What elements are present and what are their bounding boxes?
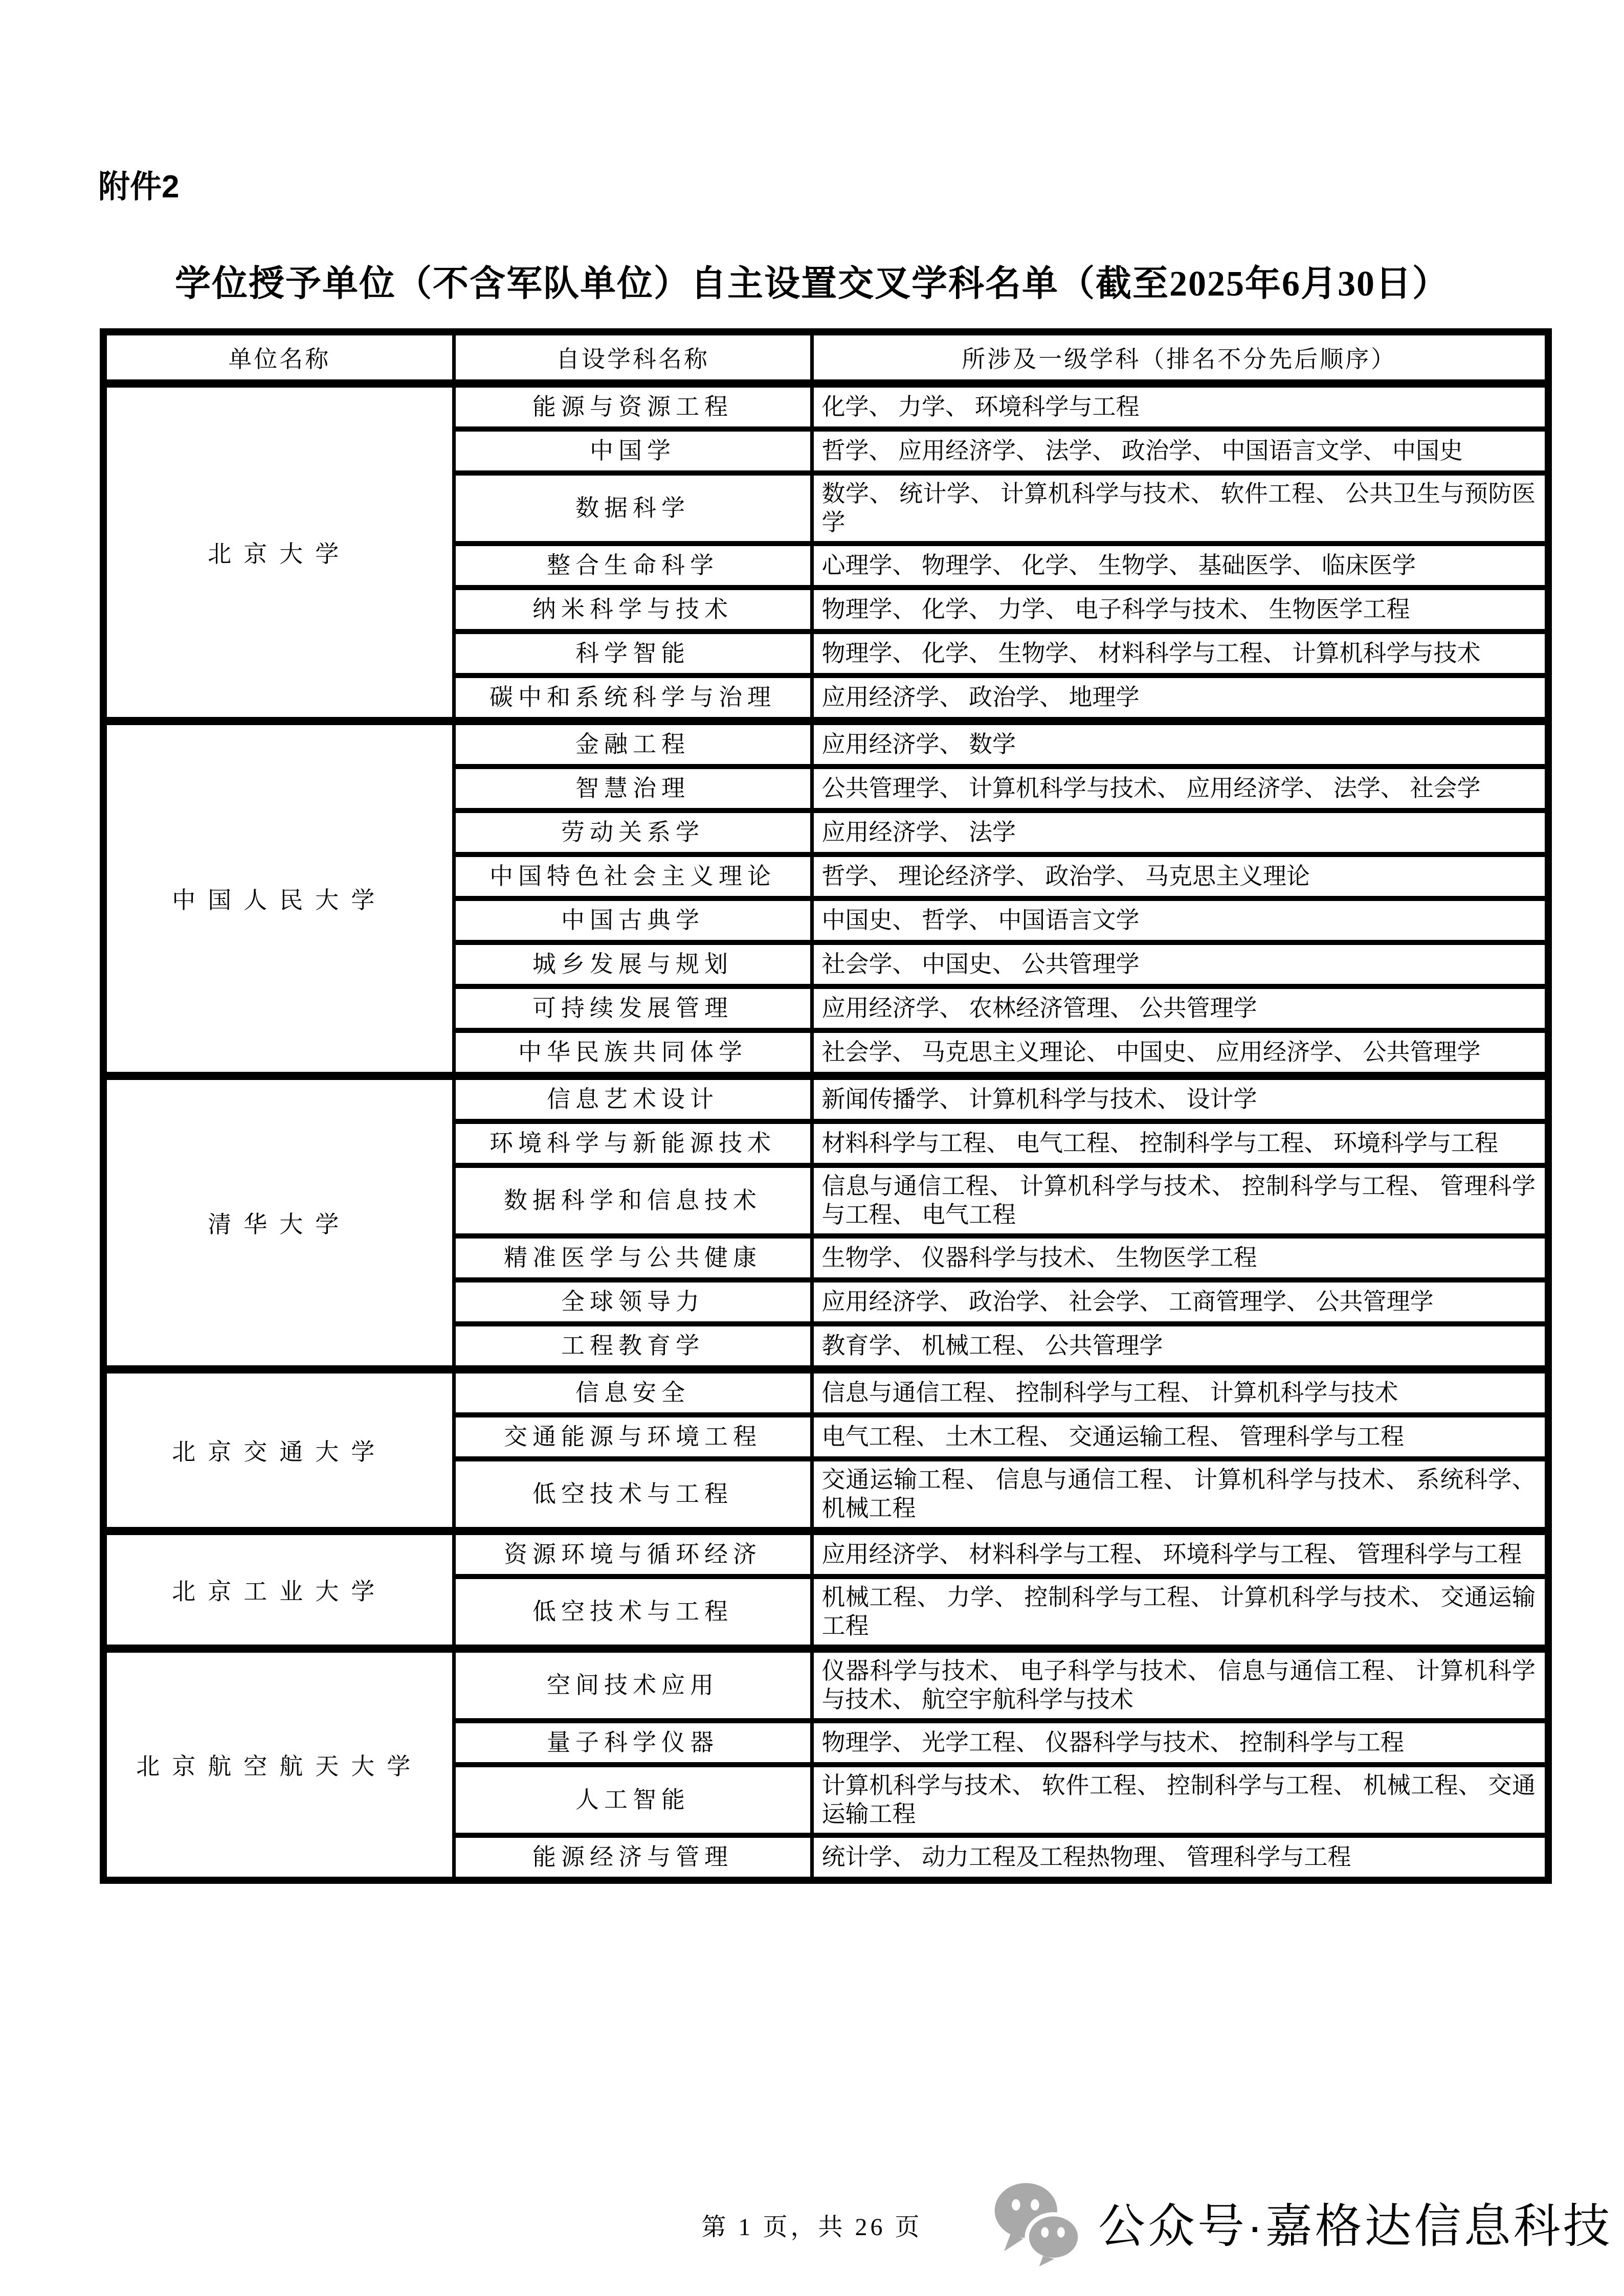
disciplines-cell: 应用经济学、 法学 <box>812 811 1548 854</box>
column-header-subject-name: 自设学科名称 <box>454 332 812 384</box>
subject-cell: 空间技术应用 <box>454 1649 812 1721</box>
subject-cell: 城乡发展与规划 <box>454 942 812 986</box>
disciplines-cell: 仪器科学与技术、 电子科学与技术、 信息与通信工程、 计算机科学与技术、 航空宇航科学与技术 <box>812 1649 1548 1721</box>
disciplines-cell: 生物学、 仪器科学与技术、 生物医学工程 <box>812 1236 1548 1280</box>
disciplines-cell: 机械工程、 力学、 控制科学与工程、 计算机科学与技术、 交通运输工程 <box>812 1577 1548 1649</box>
disciplines-cell: 教育学、 机械工程、 公共管理学 <box>812 1324 1548 1369</box>
subject-cell: 低空技术与工程 <box>454 1577 812 1649</box>
table-row <box>103 1369 1548 1415</box>
watermark-text: 公众号·嘉格达信息科技 <box>1098 2200 1613 2253</box>
subject-cell: 可持续发展管理 <box>454 986 812 1030</box>
disciplines-cell: 信息与通信工程、 计算机科学与技术、 控制科学与工程、 管理科学与工程、 电气工程 <box>812 1165 1548 1236</box>
subject-cell: 低空技术与工程 <box>454 1459 812 1531</box>
disciplines-cell: 社会学、 马克思主义理论、 中国史、 应用经济学、 公共管理学 <box>812 1030 1548 1076</box>
disciplines-cell: 应用经济学、 政治学、 地理学 <box>812 676 1548 721</box>
subject-cell: 金融工程 <box>454 721 812 767</box>
disciplines-cell: 公共管理学、 计算机科学与技术、 应用经济学、 法学、 社会学 <box>812 767 1548 811</box>
disciplines-cell: 材料科学与工程、 电气工程、 控制科学与工程、 环境科学与工程 <box>812 1121 1548 1165</box>
column-header-unit-name: 单位名称 <box>103 332 454 384</box>
disciplines-cell: 应用经济学、 政治学、 社会学、 工商管理学、 公共管理学 <box>812 1280 1548 1324</box>
subject-cell: 环境科学与新能源技术 <box>454 1121 812 1165</box>
disciplines-cell: 电气工程、 土木工程、 交通运输工程、 管理科学与工程 <box>812 1415 1548 1459</box>
disciplines-cell: 心理学、 物理学、 化学、 生物学、 基础医学、 临床医学 <box>812 544 1548 588</box>
subject-cell: 碳中和系统科学与治理 <box>454 676 812 721</box>
table-row <box>103 1531 1548 1577</box>
disciplines-cell: 哲学、 应用经济学、 法学、 政治学、 中国语言文学、 中国史 <box>812 429 1548 473</box>
university-cell: 北京交通大学 <box>103 1369 454 1531</box>
table-header-row <box>103 332 1548 384</box>
university-cell: 北京大学 <box>103 384 454 721</box>
subject-cell: 信息安全 <box>454 1369 812 1415</box>
disciplines-cell: 社会学、 中国史、 公共管理学 <box>812 942 1548 986</box>
disciplines-cell: 物理学、 光学工程、 仪器科学与技术、 控制科学与工程 <box>812 1721 1548 1765</box>
subject-cell: 量子科学仪器 <box>454 1721 812 1765</box>
subject-cell: 中国古典学 <box>454 898 812 942</box>
disciplines-cell: 计算机科学与技术、 软件工程、 控制科学与工程、 机械工程、 交通运输工程 <box>812 1765 1548 1835</box>
table-row <box>103 1649 1548 1721</box>
table-row <box>103 721 1548 767</box>
attachment-label: 附件2 <box>98 169 180 205</box>
subject-cell: 科学智能 <box>454 632 812 676</box>
wechat-icon <box>990 2177 1085 2267</box>
subject-cell: 信息艺术设计 <box>454 1076 812 1121</box>
table-body <box>103 384 1548 1880</box>
subject-cell: 整合生命科学 <box>454 544 812 588</box>
subject-cell: 中华民族共同体学 <box>454 1030 812 1076</box>
disciplines-table <box>100 328 1552 1884</box>
subject-cell: 交通能源与环境工程 <box>454 1415 812 1459</box>
subject-cell: 资源环境与循环经济 <box>454 1531 812 1577</box>
subject-cell: 智慧治理 <box>454 767 812 811</box>
page-title: 学位授予单位（不含军队单位）自主设置交叉学科名单（截至2025年6月30日） <box>175 264 1449 304</box>
table-row <box>103 1076 1548 1121</box>
subject-cell: 数据科学 <box>454 473 812 544</box>
watermark <box>990 2177 1613 2267</box>
subject-cell: 工程教育学 <box>454 1324 812 1369</box>
university-cell: 中国人民大学 <box>103 721 454 1076</box>
disciplines-cell: 信息与通信工程、 控制科学与工程、 计算机科学与技术 <box>812 1369 1548 1415</box>
disciplines-cell: 中国史、 哲学、 中国语言文学 <box>812 898 1548 942</box>
university-cell: 北京航空航天大学 <box>103 1649 454 1880</box>
disciplines-cell: 物理学、 化学、 力学、 电子科学与技术、 生物医学工程 <box>812 588 1548 632</box>
disciplines-cell: 化学、 力学、 环境科学与工程 <box>812 384 1548 429</box>
disciplines-cell: 交通运输工程、 信息与通信工程、 计算机科学与技术、 系统科学、 机械工程 <box>812 1459 1548 1531</box>
university-cell: 清华大学 <box>103 1076 454 1369</box>
subject-cell: 中国特色社会主义理论 <box>454 854 812 898</box>
disciplines-cell: 应用经济学、 数学 <box>812 721 1548 767</box>
subject-cell: 全球领导力 <box>454 1280 812 1324</box>
subject-cell: 劳动关系学 <box>454 811 812 854</box>
footer-page-number: 第 1 页，共 26 页 <box>701 2214 923 2241</box>
subject-cell: 精准医学与公共健康 <box>454 1236 812 1280</box>
disciplines-cell: 哲学、 理论经济学、 政治学、 马克思主义理论 <box>812 854 1548 898</box>
subject-cell: 人工智能 <box>454 1765 812 1835</box>
disciplines-cell: 应用经济学、 材料科学与工程、 环境科学与工程、 管理科学与工程 <box>812 1531 1548 1577</box>
subject-cell: 数据科学和信息技术 <box>454 1165 812 1236</box>
subject-cell: 能源与资源工程 <box>454 384 812 429</box>
university-cell: 北京工业大学 <box>103 1531 454 1649</box>
table-row <box>103 384 1548 429</box>
disciplines-cell: 统计学、 动力工程及工程热物理、 管理科学与工程 <box>812 1835 1548 1880</box>
disciplines-cell: 新闻传播学、 计算机科学与技术、 设计学 <box>812 1076 1548 1121</box>
subject-cell: 中国学 <box>454 429 812 473</box>
disciplines-cell: 应用经济学、 农林经济管理、 公共管理学 <box>812 986 1548 1030</box>
disciplines-cell: 物理学、 化学、 生物学、 材料科学与工程、 计算机科学与技术 <box>812 632 1548 676</box>
subject-cell: 纳米科学与技术 <box>454 588 812 632</box>
column-header-disciplines: 所涉及一级学科（排名不分先后顺序） <box>812 332 1548 384</box>
disciplines-cell: 数学、 统计学、 计算机科学与技术、 软件工程、 公共卫生与预防医学 <box>812 473 1548 544</box>
subject-cell: 能源经济与管理 <box>454 1835 812 1880</box>
